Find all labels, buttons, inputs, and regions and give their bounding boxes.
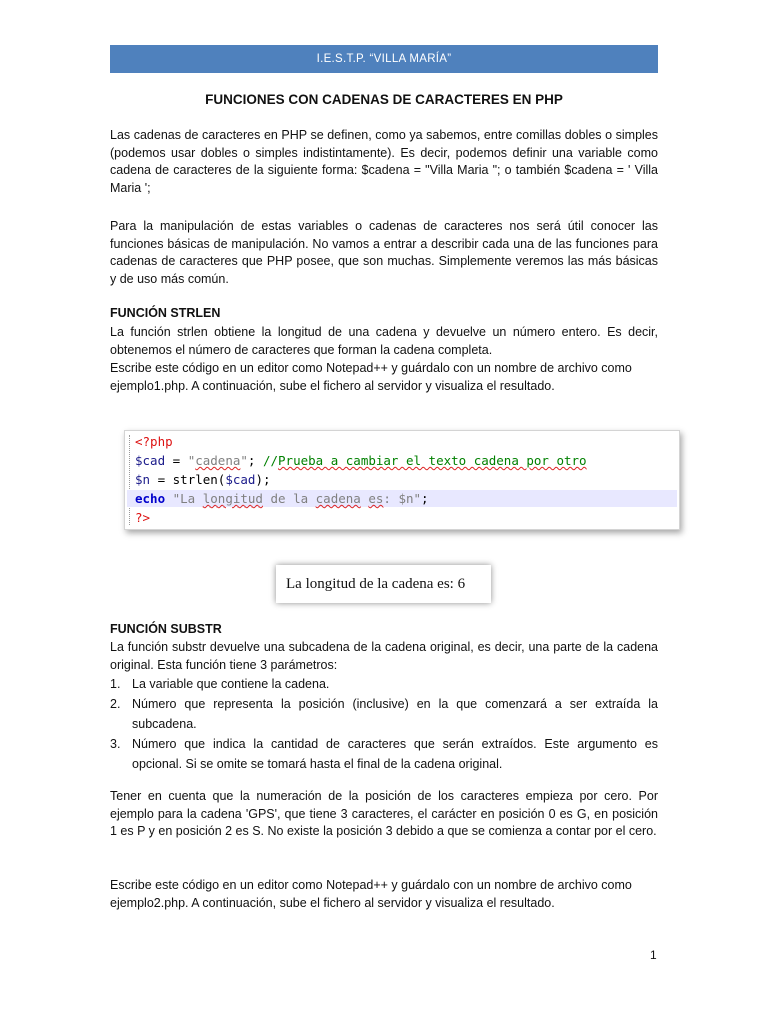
list-item-text: Número que representa la posición (inclusive) en la que comenzará a ser extraída la subcadena. <box>132 697 658 731</box>
code-string: " <box>187 453 196 468</box>
code-string: de la <box>262 491 316 506</box>
list-item-text: Número que indica la cantidad de caracteres que serán extraídos. Este argumento es opcional. Si se omite se tomará hasta el final de la cadena original. <box>132 737 658 771</box>
code-var: $cad <box>225 472 256 487</box>
header-org-name: I.E.S.T.P. “VILLA MARÍA” <box>316 53 452 65</box>
substr-instructions-line-2: ejemplo2.php. A continuación, sube el fichero al servidor y visualiza el resultado. <box>110 895 555 910</box>
substr-heading: FUNCIÓN SUBSTR <box>110 622 222 636</box>
strlen-instructions-line-2: ejemplo1.php. A continuación, sube el fichero al servidor y visualiza el resultado. <box>110 378 555 393</box>
code-line-5 <box>135 509 150 526</box>
strlen-description: La función strlen obtiene la longitud de una cadena y devuelve un número entero. Es decir, obtenemos el número de caracteres que forman la cadena completa. <box>110 325 658 357</box>
code-keyword: echo <box>135 491 166 506</box>
code-screenshot-ejemplo1 <box>124 430 680 530</box>
list-item-number: 2. <box>110 697 121 711</box>
strlen-instructions <box>110 360 658 395</box>
code-call: = strlen( <box>150 472 226 487</box>
substr-instructions-line-1: Escribe este código en un editor como Notepad++ y guárdalo con un nombre de archivo como <box>110 878 632 892</box>
code-string: " <box>240 453 248 468</box>
strlen-heading: FUNCIÓN STRLEN <box>110 306 221 320</box>
intro-paragraph-1: Las cadenas de caracteres en PHP se definen, como ya sabemos, entre comillas dobles o simples (podemos usar dobles o simples indistintamente). Es decir, podemos definir una variable como cadena de caracteres de la siguiente forma: $cadena = "Villa Maria "; o también $cadena = ' Villa Maria '; <box>110 128 658 195</box>
page-number: 1 <box>650 948 657 962</box>
code-var: $n <box>135 472 151 487</box>
php-close-tag: ?> <box>135 510 151 525</box>
substr-description: La función substr devuelve una subcadena de la cadena original, es decir, una parte de la cadena original. Esta función tiene 3 parámetros: <box>110 640 658 672</box>
code-string-word: cadena <box>315 491 361 506</box>
code-string-word: es <box>368 491 384 506</box>
substr-parameters-list <box>110 674 658 774</box>
strlen-instructions-line-1: Escribe este código en un editor como Notepad++ y guárdalo con un nombre de archivo como <box>110 361 632 375</box>
code-string: "La <box>165 491 203 506</box>
code-string-word: cadena <box>195 453 241 468</box>
substr-instructions <box>110 877 658 912</box>
code-var: $cad <box>135 453 166 468</box>
code-comment: Prueba a cambiar el texto cadena por otro <box>278 453 587 468</box>
php-open-tag: <?php <box>135 434 173 449</box>
intro-paragraph-2: Para la manipulación de estas variables o cadenas de caracteres nos será útil conocer las funciones básicas de manipulación. No vamos a entrar a describir cada una de las funciones para cadenas de caracteres que PHP posee, que son muchas. Simplemente veremos las más básicas y de uso más común. <box>110 219 658 286</box>
code-string: : $n" <box>383 491 422 506</box>
document-header-bar <box>110 45 658 73</box>
code-op: ); <box>255 472 271 487</box>
list-item <box>110 694 658 734</box>
code-op: ; <box>247 453 263 468</box>
code-line-3 <box>135 471 271 488</box>
code-line-4 <box>127 490 677 507</box>
code-op: ; <box>421 491 429 506</box>
list-item <box>110 674 658 694</box>
code-line-2 <box>135 452 587 469</box>
code-string-word: longitud <box>202 491 263 506</box>
list-item-number: 1. <box>110 677 121 691</box>
substr-zero-index-note: Tener en cuenta que la numeración de la posición de los caracteres empieza por cero. Por ejemplo para la cadena 'GPS', que tiene 3 caracteres, el carácter en posición 0 es G, en posición 1 es P y en posición 2 es S. No existe la posición 3 debido a que se comienza a contar por el cero. <box>110 789 658 839</box>
code-fold-gutter <box>129 435 133 525</box>
code-line-1 <box>135 433 173 450</box>
page-title: FUNCIONES CON CADENAS DE CARACTERES EN PHP <box>205 92 563 107</box>
list-item-text: La variable que contiene la cadena. <box>132 677 330 691</box>
list-item-number: 3. <box>110 737 121 751</box>
code-comment-marker: // <box>262 453 279 468</box>
list-item <box>110 734 658 774</box>
code-op: = <box>165 453 188 468</box>
output-screenshot-ejemplo1 <box>276 565 491 603</box>
output-text: La longitud de la cadena es: 6 <box>286 575 466 592</box>
